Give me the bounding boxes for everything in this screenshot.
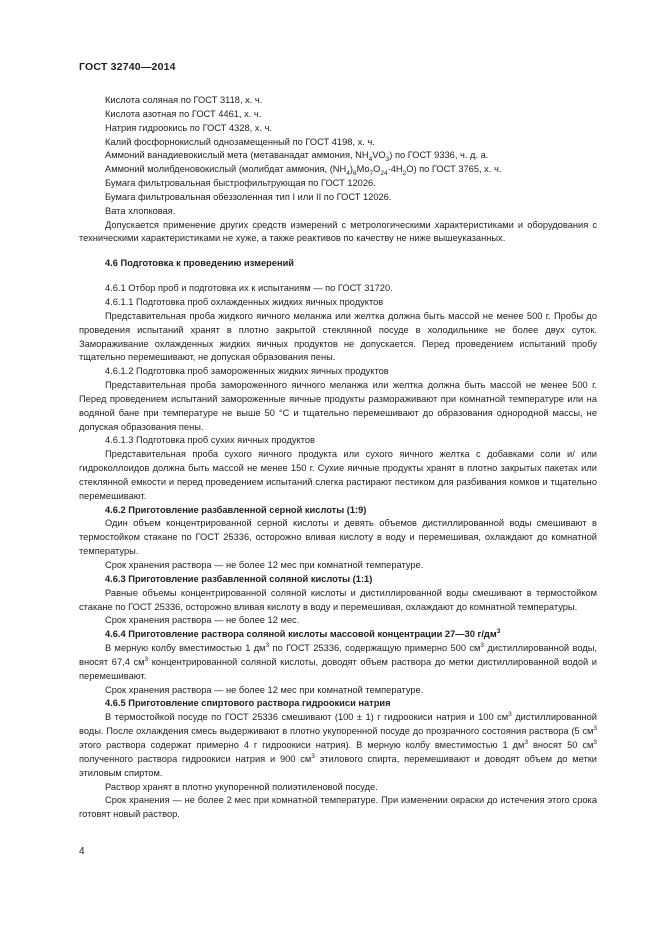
- clause-4-6-3-storage: Срок хранения раствора — не более 12 мес.: [105, 615, 300, 626]
- section-heading-4-6-2: 4.6.2 Приготовление разбавленной серной кислоты (1:9): [105, 504, 367, 515]
- clause-4-6-5-storage: Срок хранения — не более 2 мес при комнатной температуре. При изменении окраски до истечения этого срока готовят новый раствор.: [79, 795, 597, 820]
- reagent-line: Кислота азотная по ГОСТ 4461, х. ч.: [105, 108, 262, 119]
- clause-4-6-1: 4.6.1 Отбор проб и подготовка их к испытаниям — по ГОСТ 31720.: [105, 283, 393, 294]
- clause-4-6-5-text: В термостойкой посуде по ГОСТ 25336 смешивают (100 ± 1) г гидроокиси натрия и 100 $см^3$ дистиллированной воды. После охлаждения смесь выдерживают в плотно укупоренной посуде до прозрачного состояния раствора (5 $см^3$ этого раствора содержат примерно 4 г гидроокиси натрия). В мерную колбу вместимостью 1 $дм^3$ вносят 50 $см^3$ полученного раствора гидроокиси натрия и 900 $см^3$ этилового спирта, перемешивают и доводят объем до метки этиловым спиртом.: [79, 711, 597, 778]
- section-heading-4-6-4: 4.6.4 Приготовление раствора соляной кислоты массовой концентрации 27—30 $г/дм^3$: [105, 628, 501, 640]
- clause-4-6-4-storage: Срок хранения раствора — не более 12 мес при комнатной температуре.: [105, 684, 424, 695]
- clause-4-6-1-3-title: 4.6.1.3 Подготовка проб сухих яичных продуктов: [105, 435, 315, 446]
- section-heading-4-6-3: 4.6.3 Приготовление разбавленной соляной кислоты (1:1): [105, 573, 373, 584]
- reagent-line: Бумага фильтровальная быстрофильтрующая по ГОСТ 12026.: [105, 178, 376, 189]
- reagent-line: Калий фосфорнокислый однозамещенный по ГОСТ 4198, х. ч.: [105, 136, 375, 147]
- clause-4-6-2-storage: Срок хранения раствора — не более 12 мес при комнатной температуре.: [105, 560, 424, 570]
- reagent-line: Вата хлопковая.: [105, 205, 176, 216]
- clause-4-6-1-3-text: Представительная проба сухого яичного продукта или сухого яичного желтка с добавками соли и/ или гидроколлоидов должна быть массой не менее 150 г. Сухие яичные продукты хранят в плотно закрытых пакетах или стеклянной емкости и перед проведением испытаний слегка растирают пестиком для разбивания комков и тщательно перемешивают.: [79, 449, 597, 501]
- standard-header: ГОСТ 32740—2014: [79, 61, 176, 73]
- clause-4-6-1-2-title: 4.6.1.2 Подготовка проб замороженных жидких яичных продуктов: [105, 366, 389, 377]
- body-text: [79, 94, 597, 822]
- reagent-line: Натрия гидроокись по ГОСТ 4328, х. ч.: [105, 122, 273, 133]
- section-heading-4-6: 4.6 Подготовка к проведению измерений: [105, 258, 295, 269]
- clause-4-6-3-text: Равные объемы концентрированной соляной кислоты и дистиллированной воды смешивают в термостойком стакане по ГОСТ 25336, осторожно вливая кислоту в воду и перемешивая, охлаждают до комнатной температуры.: [79, 587, 597, 612]
- section-heading-4-6-5: 4.6.5 Приготовление спиртового раствора гидроокиси натрия: [105, 698, 391, 709]
- clause-4-6-1-1-title: 4.6.1.1 Подготовка проб охлажденных жидких яичных продуктов: [105, 296, 384, 307]
- reagent-line: Бумага фильтровальная обеззоленная тип I или II по ГОСТ 12026.: [105, 191, 392, 202]
- reagent-line: Кислота соляная по ГОСТ 3118, х. ч.: [105, 95, 263, 105]
- page-number: 4: [79, 846, 85, 857]
- clause-4-6-2-text: Один объем концентрированной серной кислоты и девять объемов дистиллированной воды смешивают в термостойком стакане по ГОСТ 25336, осторожно вливая кислоту в воду и перемешивая, охлаждают до комнатной температуры.: [79, 518, 597, 557]
- clause-4-6-4-text: В мерную колбу вместимостью 1 $дм^3$ по ГОСТ 25336, содержащую примерно 500 $см^3$ дистиллированной воды, вносят 67,4 $см^3$ концентрированной соляной кислоты, доводят объем раствора до метки дистиллированной водой и перемешивают.: [79, 641, 597, 681]
- reagent-line-molybdate: Аммоний молибденовокислый (молибдат аммония, $(NH_4)_6Mo_7O_{24}\cdot 4H_2O$) по ГОСТ 3765, х. ч.: [105, 164, 502, 178]
- allowance-paragraph: Допускается применение других средств измерений с метрологическими характеристиками и оборудования с техническими характеристиками не хуже, а также реактивов по качеству не ниже вышеуказанных.: [79, 219, 597, 244]
- clause-4-6-5-keep: Раствор хранят в плотно укупоренной полиэтиленовой посуде.: [105, 781, 378, 792]
- clause-4-6-1-2-text: Представительная проба замороженного яичного меланжа или желтка должна быть массой не менее 500 г. Перед проведением испытаний замороженные яичные продукты размораживают при комнатной температуре или на водяной бане при температуре не выше 50 °С и тщательно перемешивают до образования однородной массы, не допуская образования пены.: [79, 380, 597, 432]
- reagent-line-vanadate: Аммоний ванадиевокислый мета (метаванадат аммония, $NH_4VO_3$) по ГОСТ 9336, ч. д. а.: [105, 150, 489, 164]
- clause-4-6-1-1-text: Представительная проба жидкого яичного меланжа или желтка должна быть массой не менее 500 г. Пробы до проведения испытаний хранят в плотно закрытой стеклянной посуде в холодильнике не более двух суток. Замораживание охлажденных жидких яичных продуктов не допускается. Перед проведением испытаний пробу тщательно перемешивают, не допуская образования пены.: [79, 310, 597, 363]
